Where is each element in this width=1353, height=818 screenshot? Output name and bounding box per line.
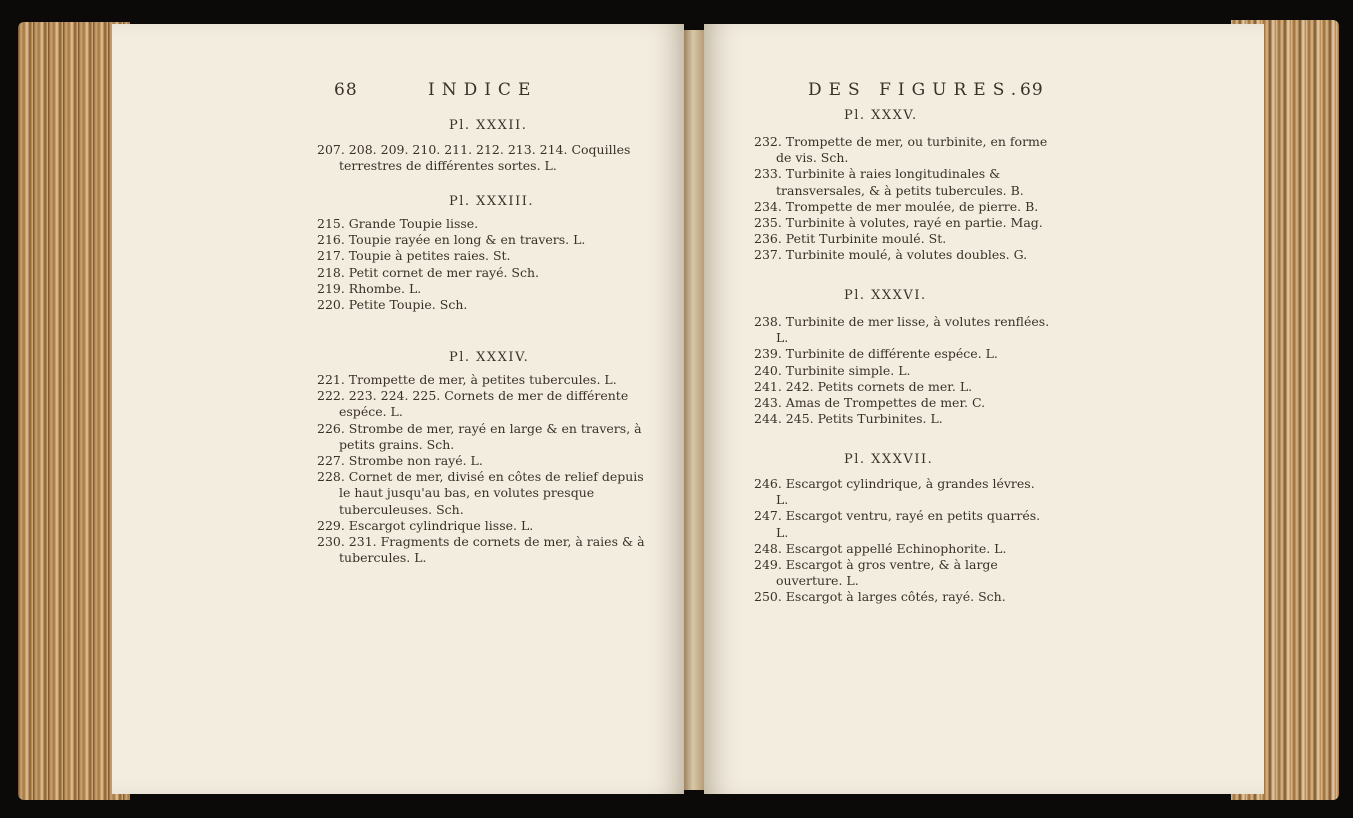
entry: 227. Strombe non rayé. L.: [317, 453, 483, 469]
right-page: [704, 24, 1264, 794]
entry: 217. Toupie à petites raies. St.: [317, 248, 511, 264]
entry-list: [317, 142, 653, 174]
plate-heading: Pl. XXXII.: [449, 118, 528, 133]
entry: 222. 223. 224. 225. Cornets de mer de différente espéce. L.: [317, 388, 629, 420]
entry: 240. Turbinite simple. L.: [754, 362, 911, 378]
plate-heading: Pl. XXXV.: [844, 108, 918, 123]
plate-heading: Pl. XXXIII.: [449, 194, 534, 209]
entry: 241. 242. Petits cornets de mer. L.: [754, 378, 973, 394]
entry: 236. Petit Turbinite moulé. St.: [754, 231, 947, 247]
entry: 226. Strombe de mer, rayé en large & en travers, à petits grains. Sch.: [317, 420, 642, 452]
entry: 216. Toupie rayée en long & en travers. L.: [317, 232, 586, 248]
entry: 243. Amas de Trompettes de mer. C.: [754, 395, 986, 411]
entry: 250. Escargot à larges côtés, rayé. Sch.: [754, 589, 1006, 605]
entry-list: [317, 372, 653, 566]
entry: 220. Petite Toupie. Sch.: [317, 297, 468, 313]
entry-list: [754, 134, 1050, 264]
entry: 230. 231. Fragments de cornets de mer, à raies & à tubercules. L.: [317, 534, 645, 566]
entry: 246. Escargot cylindrique, à grandes lévres. L.: [754, 476, 1035, 508]
entry: 218. Petit cornet de mer rayé. Sch.: [317, 264, 540, 280]
entry: 238. Turbinite de mer lisse, à volutes renflées. L.: [754, 314, 1050, 346]
entry: 237. Turbinite moulé, à volutes doubles. G.: [754, 247, 1028, 263]
entry: 219. Rhombe. L.: [317, 280, 422, 296]
entry: 247. Escargot ventru, rayé en petits quarrés. L.: [754, 508, 1041, 540]
entry: 232. Trompette de mer, ou turbinite, en forme de vis. Sch.: [754, 134, 1048, 166]
entry: 207. 208. 209. 210. 211. 212. 213. 214. Coquilles terrestres de différentes sortes. L.: [317, 142, 631, 174]
entry: 249. Escargot à gros ventre, & à large ouverture. L.: [754, 557, 998, 589]
page-number-left: 68: [334, 80, 358, 100]
page-number-right: 69: [1020, 80, 1044, 100]
running-head-right: DES FIGURES.: [808, 80, 1024, 100]
plate-heading: Pl. XXXVI.: [844, 288, 927, 303]
entry: 248. Escargot appellé Echinophorite. L.: [754, 540, 1007, 556]
plate-heading: Pl. XXXIV.: [449, 350, 530, 365]
entry: 234. Trompette de mer moulée, de pierre. B.: [754, 198, 1039, 214]
entry-list: [317, 216, 653, 313]
running-head-left: INDICE: [428, 80, 538, 100]
entry: 221. Trompette de mer, à petites tubercules. L.: [317, 372, 617, 387]
left-page: [112, 24, 684, 794]
entry-list: [754, 314, 1050, 427]
plate-heading: Pl. XXXVII.: [844, 452, 934, 467]
entry: 215. Grande Toupie lisse.: [317, 216, 479, 231]
book-gutter: [684, 30, 704, 790]
entry: 229. Escargot cylindrique lisse. L.: [317, 517, 534, 533]
entry: 235. Turbinite à volutes, rayé en partie. Mag.: [754, 215, 1043, 231]
entry: 228. Cornet de mer, divisé en côtes de relief depuis le haut jusqu'au bas, en volutes presque tuberculeuses. Sch.: [317, 469, 644, 517]
entry-list: [754, 476, 1050, 606]
entry: 233. Turbinite à raies longitudinales & transversales, & à petits tubercules. B.: [754, 166, 1024, 198]
entry: 244. 245. Petits Turbinites. L.: [754, 411, 943, 427]
entry: 239. Turbinite de différente espéce. L.: [754, 346, 998, 362]
